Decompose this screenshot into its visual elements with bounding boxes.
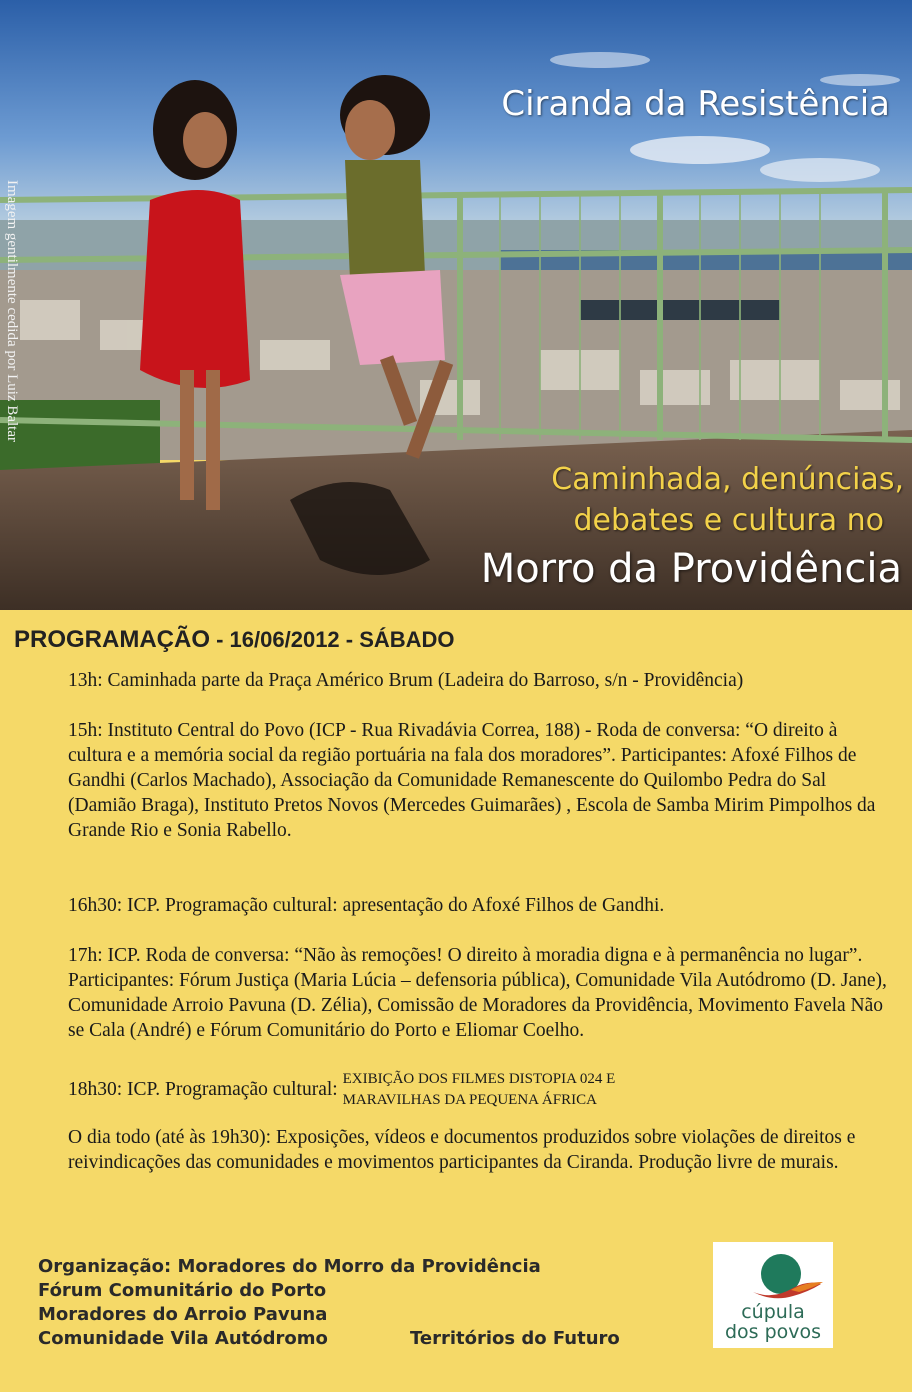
schedule-item-1: 13h: Caminhada parte da Praça Américo Brum (Ladeira do Barroso, s/n - Providência) — [68, 670, 744, 691]
organizacao-line-2: Fórum Comunitário do Porto — [38, 1280, 327, 1301]
schedule-item-6: O dia todo (até às 19h30): Exposições, vídeos e documentos produzidos sobre violações de direitos e reivindicações das comunidades e movimentos participantes da Ciranda. Produção livre de murais. — [68, 1127, 856, 1173]
cupula-logo-icon — [713, 1242, 833, 1302]
schedule-item-2: 15h: Instituto Central do Povo (ICP - Rua Rivadávia Correa, 188) - Roda de conversa: “O direito à cultura e a memória social da região portuária na fala dos moradores”. Participantes: Afoxé Filhos de Gandhi (Carlos Machado), Associação da Comunidade Remanescente do Quilombo Pedra do Sal (Damião Braga), Instituto Pretos Novos (Mercedes Guimarães) , Escola de Samba Mirim Pimpolhos da Grande Rio e Sonia Rabello. — [68, 720, 876, 841]
schedule-item-5 — [68, 1071, 888, 1111]
subtitle-line-3: Morro da Providência — [480, 546, 902, 592]
schedule — [68, 668, 888, 1175]
logo-line-1: cúpula — [741, 1301, 805, 1323]
schedule-item-5-prefix: 18h30: ICP. Programação cultural: — [68, 1079, 343, 1100]
photo-credit: Imagem gentilmente cedida por Luiz Baltar — [4, 180, 20, 442]
programacao-label: PROGRAMAÇÃO — [14, 626, 210, 653]
schedule-item-5-films — [343, 1069, 616, 1111]
programacao-heading — [14, 626, 455, 654]
film-line-1: EXIBIÇÃO DOS FILMES DISTOPIA 024 E — [342, 1071, 616, 1087]
subtitle-line-1: Caminhada, denúncias, — [551, 462, 904, 497]
organizacao-line-4: Comunidade Vila Autódromo — [38, 1328, 328, 1349]
page-title: Ciranda da Resistência — [501, 84, 890, 124]
organizacao-line-1: Organização: Moradores do Morro da Providência — [38, 1256, 541, 1277]
schedule-item-4: 17h: ICP. Roda de conversa: “Não às remoções! O direito à moradia digna e à permanência no lugar”. Participantes: Fórum Justiça (Maria Lúcia – defensoria pública), Comunidade Vila Autódromo (D. Jane), Comunidade Arroio Pavuna (D. Zélia), Comissão de Moradores da Providência, Movimento Favela Não se Cala (André) e Fórum Comunitário do Porto e Eliomar Coelho. — [68, 945, 887, 1041]
cupula-logo-text — [713, 1302, 833, 1342]
subtitle-line-2: debates e cultura no — [573, 503, 884, 538]
territorios-label: Territórios do Futuro — [410, 1328, 620, 1349]
schedule-item-3: 16h30: ICP. Programação cultural: apresentação do Afoxé Filhos de Gandhi. — [68, 895, 665, 916]
logo-line-2: dos povos — [724, 1321, 822, 1343]
programacao-date: - 16/06/2012 - SÁBADO — [210, 627, 455, 652]
organizacao-line-3: Moradores do Arroio Pavuna — [38, 1304, 328, 1325]
film-line-2: MARAVILHAS DA PEQUENA ÁFRICA — [342, 1092, 597, 1108]
cupula-logo — [713, 1242, 833, 1348]
